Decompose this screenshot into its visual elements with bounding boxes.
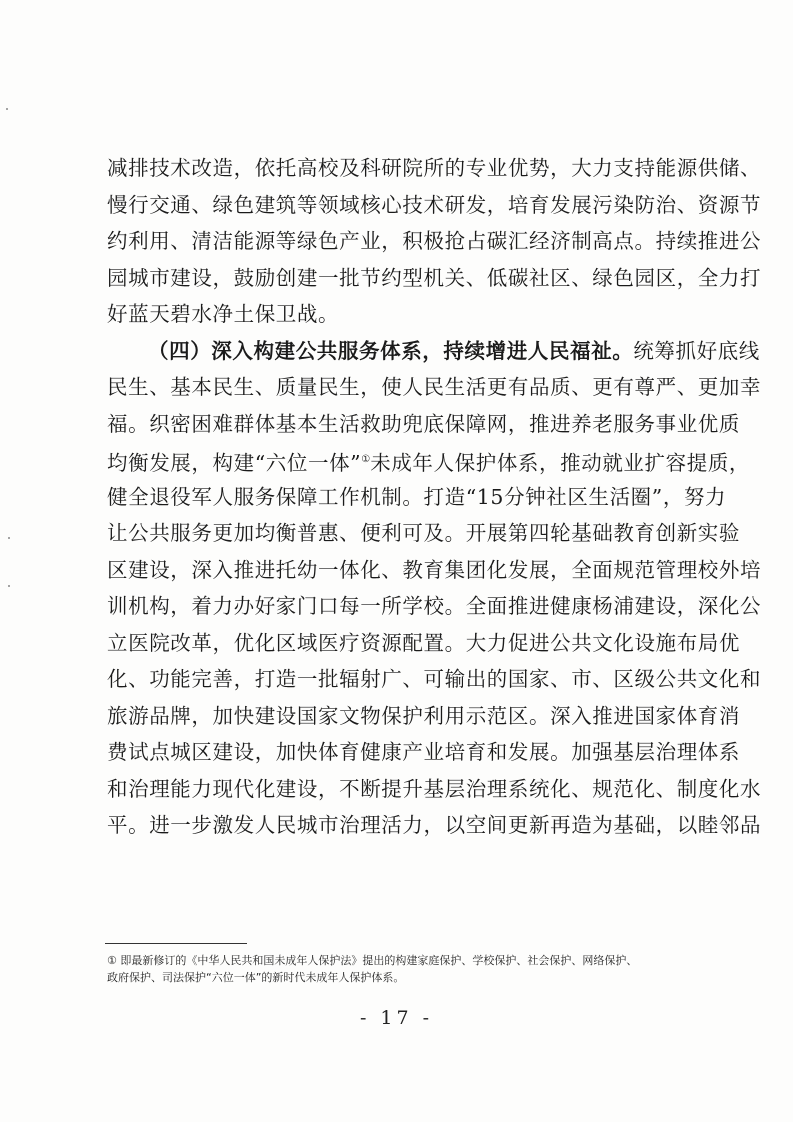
text-line: 民生、基本民生、质量民生，使人民生活更有品质、更有尊严、更加幸 [107, 375, 762, 399]
footnote-marker: ① [107, 954, 117, 967]
page-number: - 17 - [359, 1007, 434, 1029]
text-line: 旅游品牌，加快建设国家文物保护利用示范区。深入推进国家体育消 [107, 703, 740, 728]
text-line: 区建设，深入推进托幼一体化、教育集团化发展，全面规范管理校外培 [107, 557, 762, 582]
scan-speck [8, 537, 10, 539]
footnote [107, 952, 717, 986]
text-line: 健全退役军人服务保障工作机制。打造“15分钟社区生活圈”，努力 [107, 484, 727, 509]
text-line: 减排技术改造，依托高校及科研院所的专业优势，大力支持能源供储、 [107, 156, 762, 180]
text-line: 约利用、清洁能源等绿色产业，积极抢占碳汇经济制高点。持续推进公 [107, 229, 762, 253]
text-line: 平。进一步激发人民城市治理活力，以空间更新再造为基础，以睦邻品 [107, 813, 762, 837]
text-run: 均衡发展，构建“六位一体” [107, 451, 362, 475]
body-text [107, 150, 762, 844]
text-line: 慢行交通、绿色建筑等领域核心技术研发，培育发展污染防治、资源节 [107, 192, 762, 217]
footnote-divider [105, 943, 247, 944]
text-line: 立医院改革，优化区域医疗资源配置。大力促进公共文化设施布局优 [107, 630, 740, 655]
text-line: 园城市建设，鼓励创建一批节约型机关、低碳社区、绿色园区，全力打 [107, 265, 762, 290]
footnote-reference: ① [361, 454, 371, 465]
section-heading-line [107, 333, 760, 370]
footnote-line [107, 952, 717, 969]
text-run: 统筹抓好底线 [633, 338, 760, 363]
text-line: 化、功能完善，打造一批辐射广、可输出的国家、市、区级公共文化和 [107, 667, 762, 691]
text-line: 让公共服务更加均衡普惠、便利可及。开展第四轮基础教育创新实验 [107, 521, 740, 545]
section-heading: （四）深入构建公共服务体系，持续增进人民福祉。 [148, 338, 634, 363]
footnote-text: 即最新修订的《中华人民共和国未成年人保护法》提出的构建家庭保护、学校保护、社会保护、网络保护、 [116, 954, 638, 967]
text-line: 训机构，着力办好家门口每一所学校。全面推进健康杨浦建设，深化公 [107, 594, 762, 618]
text-line: 好蓝天碧水净土保卫战。 [107, 302, 340, 326]
text-line: 和治理能力现代化建设，不断提升基层治理系统化、规范化、制度化水 [107, 776, 762, 801]
text-line [107, 442, 751, 479]
scan-speck [8, 585, 10, 587]
footnote-line: 政府保护、司法保护“六位一体”的新时代未成年人保护体系。 [107, 971, 405, 984]
text-line: 福。织密困难群体基本生活救助兜底保障网，推进养老服务事业优质 [107, 411, 740, 436]
text-line: 费试点城区建设，加快体育健康产业培育和发展。加强基层治理体系 [107, 740, 740, 764]
scan-speck [6, 108, 8, 110]
text-run: 未成年人保护体系，推动就业扩容提质， [370, 451, 751, 475]
